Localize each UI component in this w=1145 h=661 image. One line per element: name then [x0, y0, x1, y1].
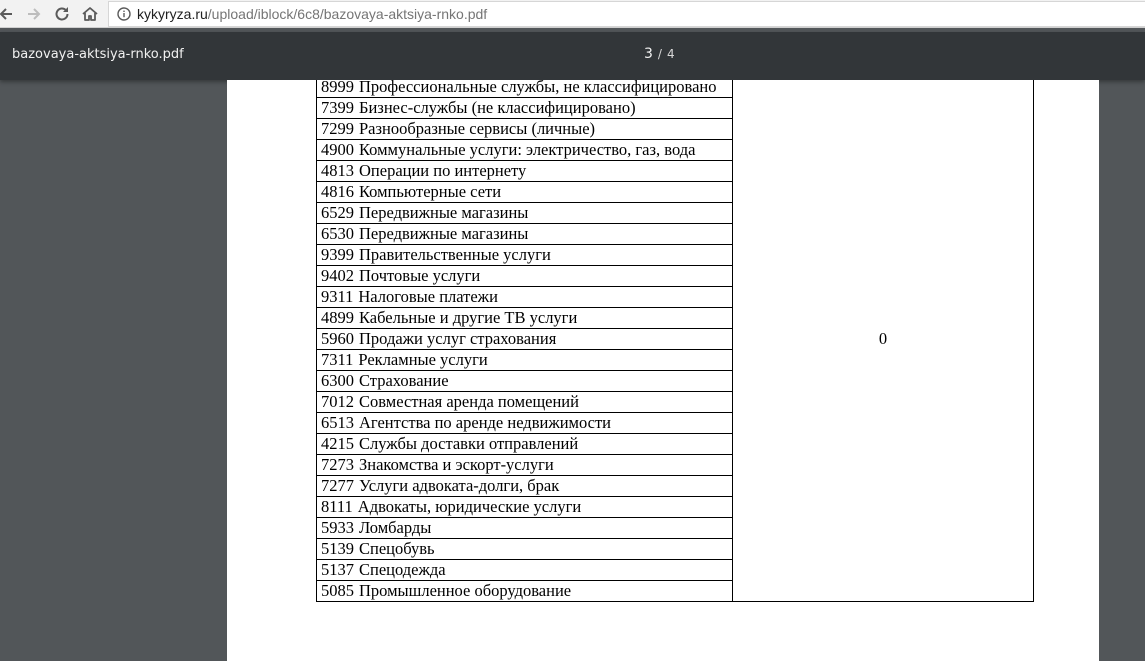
mcc-code: 6530 — [321, 224, 354, 243]
browser-address-bar — [0, 0, 1145, 28]
mcc-name: Спецобувь — [359, 539, 435, 558]
mcc-name: Почтовые услуги — [359, 266, 481, 285]
reload-icon — [53, 5, 71, 23]
mcc-cell — [317, 308, 733, 329]
pdf-file-name: bazovaya-aktsiya-rnko.pdf — [12, 47, 184, 62]
mcc-cell — [317, 182, 733, 203]
mcc-name: Налоговые платежи — [358, 287, 498, 306]
mcc-cell — [317, 287, 733, 308]
mcc-code: 5960 — [321, 329, 354, 348]
reload-button[interactable] — [50, 2, 74, 26]
mcc-name: Страхование — [359, 371, 449, 390]
mcc-name: Адвокаты, юридические услуги — [357, 497, 582, 516]
mcc-cell — [317, 539, 733, 560]
arrow-right-icon — [25, 5, 43, 23]
mcc-name: Передвижные магазины — [359, 224, 529, 243]
mcc-table — [316, 80, 1034, 602]
home-button[interactable] — [78, 2, 102, 26]
mcc-cell — [317, 203, 733, 224]
mcc-code: 7012 — [321, 392, 354, 411]
mcc-name: Ломбарды — [359, 518, 432, 537]
mcc-cell — [317, 413, 733, 434]
arrow-left-icon — [0, 5, 15, 23]
mcc-cell — [317, 161, 733, 182]
pdf-toolbar — [0, 32, 1145, 80]
mcc-name: Рекламные услуги — [358, 350, 488, 369]
info-icon[interactable] — [117, 7, 131, 21]
mcc-name: Профессиональные службы, не классифицировано — [359, 80, 717, 96]
current-page[interactable]: 3 — [644, 46, 653, 62]
mcc-name: Службы доставки отправлений — [359, 434, 579, 453]
mcc-cell — [317, 518, 733, 539]
mcc-name: Кабельные и другие ТВ услуги — [359, 308, 578, 327]
mcc-cell — [317, 581, 733, 602]
mcc-cell — [317, 350, 733, 371]
mcc-name: Правительственные услуги — [359, 245, 551, 264]
mcc-code: 5137 — [321, 560, 354, 579]
forward-button[interactable] — [22, 2, 46, 26]
mcc-cell — [317, 98, 733, 119]
mcc-name: Продажи услуг страхования — [359, 329, 557, 348]
mcc-code: 6513 — [321, 413, 354, 432]
mcc-cell — [317, 476, 733, 497]
mcc-code: 4899 — [321, 308, 354, 327]
mcc-code: 6529 — [321, 203, 354, 222]
home-icon — [81, 5, 99, 23]
mcc-name: Бизнес-службы (не классифицировано) — [359, 98, 636, 117]
mcc-cell — [317, 560, 733, 581]
total-pages: 4 — [666, 47, 675, 61]
mcc-name: Агентства по аренде недвижимости — [359, 413, 612, 432]
mcc-name: Совместная аренда помещений — [359, 392, 579, 411]
mcc-cell — [317, 455, 733, 476]
mcc-cell — [317, 392, 733, 413]
url-field[interactable] — [108, 1, 1145, 27]
url-text — [137, 6, 487, 22]
table-row — [317, 80, 1034, 98]
mcc-code: 7299 — [321, 119, 354, 138]
mcc-cell — [317, 329, 733, 350]
back-button[interactable] — [0, 2, 18, 26]
mcc-cell — [317, 497, 733, 518]
mcc-code: 4816 — [321, 182, 354, 201]
url-host: kykyryza.ru — [137, 6, 208, 22]
mcc-code: 7277 — [321, 476, 354, 495]
pdf-page — [227, 80, 1099, 661]
mcc-code: 7311 — [321, 350, 354, 369]
mcc-name: Знакомства и эскорт-услуги — [359, 455, 554, 474]
url-path: /upload/iblock/6c8/bazovaya-aktsiya-rnko.pdf — [207, 6, 488, 22]
mcc-cell — [317, 80, 733, 98]
mcc-cell — [317, 245, 733, 266]
mcc-code: 8111 — [321, 497, 353, 516]
mcc-code: 5933 — [321, 518, 354, 537]
mcc-cell — [317, 119, 733, 140]
mcc-name: Услуги адвоката-долги, брак — [359, 476, 560, 495]
page-separator: / — [657, 47, 662, 61]
mcc-name: Спецодежда — [359, 560, 446, 579]
mcc-name: Коммунальные услуги: электричество, газ, вода — [359, 140, 696, 159]
mcc-code: 8999 — [321, 80, 354, 96]
mcc-code: 5085 — [321, 581, 354, 600]
mcc-code: 5139 — [321, 539, 354, 558]
mcc-code: 9402 — [321, 266, 354, 285]
mcc-code: 4900 — [321, 140, 354, 159]
mcc-cell — [317, 140, 733, 161]
mcc-code: 4813 — [321, 161, 354, 180]
mcc-cell — [317, 434, 733, 455]
mcc-name: Компьютерные сети — [359, 182, 502, 201]
mcc-cell — [317, 266, 733, 287]
mcc-cell — [317, 371, 733, 392]
mcc-code: 7273 — [321, 455, 354, 474]
mcc-code: 6300 — [321, 371, 354, 390]
mcc-name: Промышленное оборудование — [359, 581, 572, 600]
mcc-name: Разнообразные сервисы (личные) — [359, 119, 596, 138]
mcc-code: 7399 — [321, 98, 354, 117]
mcc-code: 4215 — [321, 434, 354, 453]
mcc-name: Передвижные магазины — [359, 203, 529, 222]
page-indicator — [644, 46, 675, 62]
mcc-cell — [317, 224, 733, 245]
mcc-code: 9311 — [321, 287, 354, 306]
mcc-name: Операции по интернету — [359, 161, 527, 180]
merged-value-cell: 0 — [733, 80, 1034, 602]
mcc-code: 9399 — [321, 245, 354, 264]
